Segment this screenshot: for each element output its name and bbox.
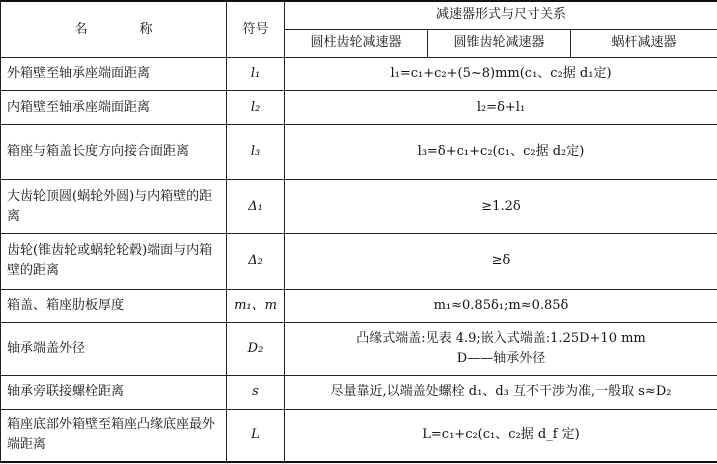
row-name: 箱盖、箱座肋板厚度 [1, 289, 227, 322]
header-type-bevel: 圆锥齿轮减速器 [428, 29, 571, 57]
row-name: 箱座底部外箱壁至箱座凸缘底座最外端距离 [1, 409, 227, 462]
row-symbol: D₂ [227, 322, 285, 375]
row-symbol: l₂ [227, 91, 285, 124]
row-symbol: s [227, 375, 285, 409]
row-symbol: Δ₂ [227, 233, 285, 289]
table-row [1, 58, 717, 91]
row-symbol: l₃ [227, 124, 285, 180]
header-name: 名 称 [1, 1, 227, 58]
row-name: 大齿轮顶圆(蜗轮外圆)与内箱壁的距离 [1, 180, 227, 234]
row-value-line2: D——轴承外径 [456, 350, 546, 366]
row-name: 箱座与箱盖长度方向接合面距离 [1, 124, 227, 180]
row-name: 外箱壁至轴承座端面距离 [1, 58, 227, 91]
row-symbol: l₁ [227, 58, 285, 91]
row-value: l₁=c₁+c₂+(5~8)mm(c₁、c₂据 d₁定) [285, 58, 717, 91]
row-symbol: Δ₁ [227, 180, 285, 234]
row-value: 尽量靠近,以端盖处螺栓 d₁、d₃ 互不干涉为准,一般取 s≈D₂ [285, 375, 717, 409]
table-row [1, 124, 717, 180]
row-value: ≥δ [285, 233, 717, 289]
row-name: 内箱壁至轴承座端面距离 [1, 91, 227, 124]
header-type-cylindrical: 圆柱齿轮减速器 [285, 29, 428, 57]
row-symbol: m₁、m [227, 289, 285, 322]
header-relation: 减速器形式与尺寸关系 [285, 1, 717, 29]
row-value: l₃=δ+c₁+c₂(c₁、c₂据 d₂定) [285, 124, 717, 180]
table-row [1, 409, 717, 462]
row-value: l₂=δ+l₁ [285, 91, 717, 124]
row-name: 轴承旁联接螺栓距离 [1, 375, 227, 409]
header-symbol: 符号 [227, 1, 285, 58]
table-row [1, 322, 717, 375]
row-value: L=c₁+c₂(c₁、c₂据 d_f 定) [285, 409, 717, 462]
row-value [285, 322, 717, 375]
row-value: ≥1.2δ [285, 180, 717, 234]
row-name: 轴承端盖外径 [1, 322, 227, 375]
header-row [1, 1, 717, 29]
table-row [1, 289, 717, 322]
table-row [1, 233, 717, 289]
row-name: 齿轮(锥齿轮或蜗轮轮毂)端面与内箱壁的距离 [1, 233, 227, 289]
table-row [1, 375, 717, 409]
header-type-worm: 蜗杆减速器 [571, 29, 717, 57]
row-symbol: L [227, 409, 285, 462]
table-row [1, 91, 717, 124]
table-row [1, 180, 717, 234]
row-value: m₁≈0.85δ₁;m≈0.85δ [285, 289, 717, 322]
row-value-line1: 凸缘式端盖:见表 4.9;嵌入式端盖:1.25D+10 mm [356, 330, 646, 346]
